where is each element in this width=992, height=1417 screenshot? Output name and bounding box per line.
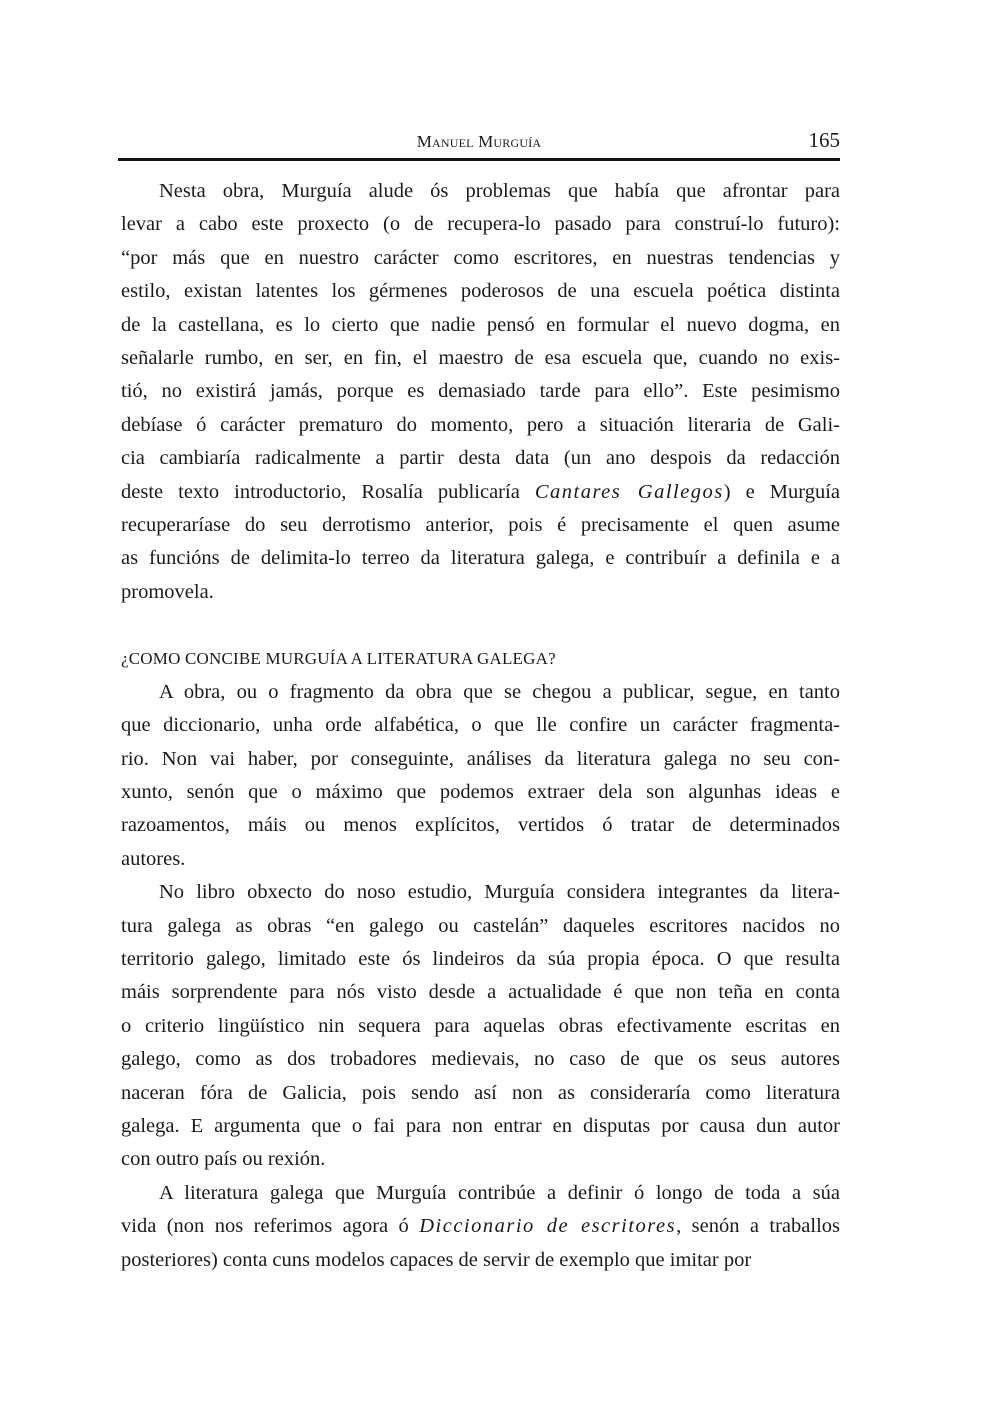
text-line — [121, 476, 840, 509]
text-segment: recuperaríase do seu derrotismo anterior, pois é precisamente el quen asume — [121, 513, 840, 536]
text-line — [121, 709, 840, 742]
paragraph — [121, 876, 840, 1177]
text-segment: , senón a traballos — [676, 1215, 840, 1238]
text-line — [121, 676, 840, 709]
text-segment: A obra, ou o fragmento da obra que se chegou a publicar, segue, en tanto — [159, 680, 840, 703]
text-segment: autores. — [121, 847, 186, 870]
text-segment: No libro obxecto do noso estudio, Murguía considera integrantes da litera- — [159, 881, 840, 904]
text-line — [121, 1110, 840, 1143]
text-line — [121, 375, 840, 408]
text-line — [121, 309, 840, 342]
text-segment: tió, no existirá jamás, porque es demasiado tarde para ello”. Este pesimismo — [121, 380, 840, 403]
text-segment: galego, como as dos trobadores medievais, no caso de que os seus autores — [121, 1048, 840, 1071]
text-line — [121, 275, 840, 308]
text-segment: deste texto introductorio, Rosalía publicaría — [121, 480, 535, 503]
text-line — [121, 342, 840, 375]
paragraph — [121, 676, 840, 876]
italic-title: Diccionario de escritores — [419, 1215, 677, 1238]
text-line — [121, 1210, 840, 1243]
text-segment: levar a cabo este proxecto (o de recupera-lo pasado para construí-lo futuro): — [121, 213, 840, 236]
running-header — [118, 128, 840, 158]
text-segment: máis sorprendente para nós visto desde a actualidade é que non teña en conta — [121, 981, 840, 1004]
text-segment: que diccionario, unha orde alfabética, o que lle confire un carácter fragmenta- — [121, 714, 840, 737]
text-segment: territorio galego, limitado este ós lindeiros da súa propia época. O que resulta — [121, 947, 840, 970]
text-segment: naceran fóra de Galicia, pois sendo así non as consideraría como literatura — [121, 1081, 840, 1104]
text-segment: de la castellana, es lo cierto que nadie pensó en formular el nuevo dogma, en — [121, 313, 840, 336]
text-line — [121, 1244, 840, 1277]
text-segment: as funcións de delimita-lo terreo da literatura galega, e contribuír a definila e a — [121, 547, 840, 570]
text-segment: “por más que en nuestro carácter como escritores, en nuestras tendencias y — [121, 246, 840, 269]
text-segment: o criterio lingüístico nin sequera para aquelas obras efectivamente escritas en — [121, 1014, 840, 1037]
text-line — [121, 943, 840, 976]
text-line — [121, 910, 840, 943]
text-segment: A literatura galega que Murguía contribúe a definir ó longo de toda a súa — [159, 1181, 840, 1204]
text-line — [121, 242, 840, 275]
paragraph — [121, 1177, 840, 1277]
text-line — [121, 743, 840, 776]
text-segment: ¿COMO CONCIBE MURGUÍA A LITERATURA GALEGA? — [121, 649, 556, 669]
italic-title: Cantares Gallegos — [534, 480, 724, 503]
text-segment: señalarle rumbo, en ser, en fin, el maestro de esa escuela que, cuando no exis- — [121, 346, 840, 369]
text-line — [121, 876, 840, 909]
spacer — [121, 609, 840, 642]
text-line — [121, 1177, 840, 1210]
text-segment: vida (non nos referimos agora ó — [121, 1215, 420, 1238]
text-line — [121, 843, 840, 876]
text-line — [121, 208, 840, 241]
text-line — [121, 1010, 840, 1043]
text-line — [121, 442, 840, 475]
text-line — [121, 1077, 840, 1110]
text-line — [121, 609, 840, 642]
running-title: Manuel Murguía — [416, 132, 542, 151]
text-segment: estilo, existan latentes los gérmenes poderosos de una escuela poética distinta — [121, 280, 840, 303]
text-segment: ) e Murguía — [723, 480, 840, 503]
text-segment: tura galega as obras “en galego ou castelán” daqueles escritores nacidos no — [121, 914, 840, 937]
text-segment: promovela. — [121, 580, 214, 603]
header-rule — [118, 158, 840, 161]
text-line — [121, 409, 840, 442]
text-line — [121, 175, 840, 208]
text-line — [121, 576, 840, 609]
text-line — [121, 809, 840, 842]
text-line — [121, 1043, 840, 1076]
section-heading — [121, 642, 840, 675]
text-line — [121, 776, 840, 809]
text-line — [121, 1143, 840, 1176]
text-segment: Nesta obra, Murguía alude ós problemas que había que afrontar para — [159, 180, 840, 202]
text-segment: galega. E argumenta que o fai para non entrar en disputas por causa dun autor — [121, 1114, 840, 1137]
text-line — [121, 509, 840, 542]
text-segment: posteriores) conta cuns modelos capaces de servir de exemplo que imitar por — [121, 1248, 752, 1271]
text-segment: razoamentos, máis ou menos explícitos, vertidos ó tratar de determinados — [121, 814, 840, 837]
text-line — [121, 976, 840, 1009]
text-segment: cia cambiaría radicalmente a partir desta data (un ano despois da redacción — [121, 447, 840, 470]
text-segment: debíase ó carácter prematuro do momento, pero a situación literaria de Gali- — [121, 413, 840, 436]
text-segment: con outro país ou rexión. — [121, 1148, 326, 1171]
text-segment: xunto, senón que o máximo que podemos extraer dela son algunhas ideas e — [121, 781, 840, 804]
page-number: 165 — [808, 128, 840, 152]
body-text — [121, 175, 840, 1277]
text-segment: rio. Non vai haber, por conseguinte, análises da literatura galega no seu con- — [121, 747, 840, 770]
text-line — [121, 642, 840, 675]
paragraph — [121, 175, 840, 609]
text-line — [121, 542, 840, 575]
